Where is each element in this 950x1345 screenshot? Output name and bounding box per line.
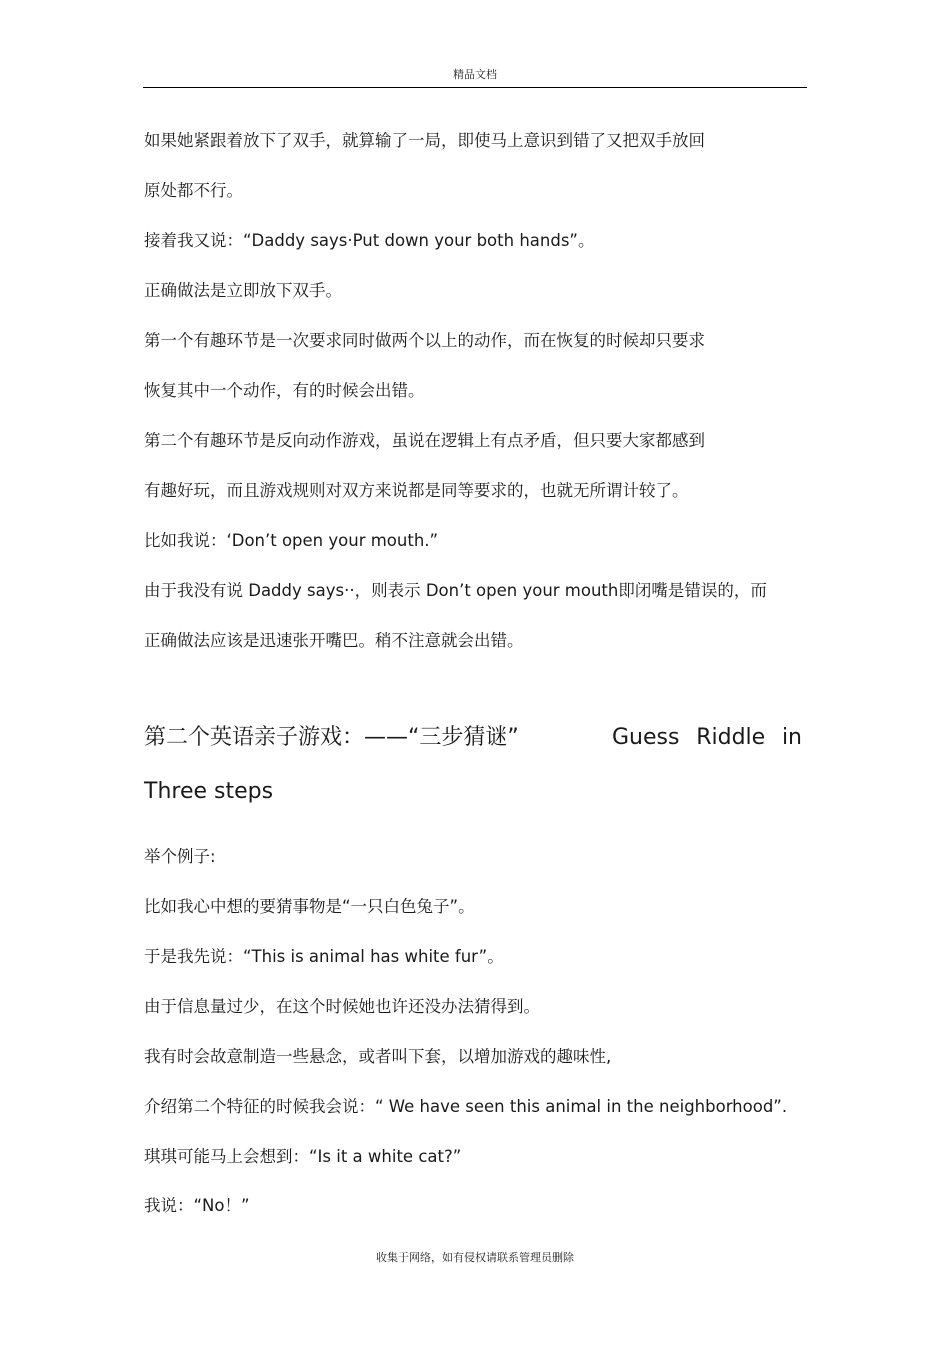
paragraph-line: 恢复其中一个动作，有的时候会出错。 (144, 381, 425, 400)
heading-word: Guess (612, 725, 680, 750)
paragraph-line: 第一个有趣环节是一次要求同时做两个以上的动作，而在恢复的时候却只要求 (144, 331, 705, 350)
paragraph-line: 我有时会故意制造一些悬念，或者叫下套，以增加游戏的趣味性, (144, 1047, 612, 1066)
section-heading-english (612, 723, 802, 753)
paragraph-line: 正确做法应该是迅速张开嘴巴。稍不注意就会出错。 (144, 631, 524, 650)
paragraph-line: 原处都不行。 (144, 181, 243, 200)
paragraph-line: 由于信息量过少，在这个时候她也许还没办法猜得到。 (144, 997, 540, 1016)
heading-word: Riddle (696, 725, 766, 750)
paragraph-line: 比如我心中想的要猜事物是“一只白色兔子”。 (144, 897, 475, 916)
paragraph-line: 如果她紧跟着放下了双手，就算输了一局，即使马上意识到错了又把双手放回 (144, 131, 705, 150)
paragraph-line: 接着我又说：“Daddy says·Put down your both hands”。 (144, 231, 595, 250)
paragraph-line: 介绍第二个特征的时候我会说：“ We have seen this animal in the neighborhood”. (144, 1097, 788, 1116)
paragraph-line: 第二个有趣环节是反向动作游戏，虽说在逻辑上有点矛盾，但只要大家都感到 (144, 431, 705, 450)
paragraph-line: 有趣好玩，而且游戏规则对双方来说都是同等要求的，也就无所谓计较了。 (144, 481, 689, 500)
paragraph-line: 我说：“No！” (144, 1196, 250, 1215)
section-heading: 第二个英语亲子游戏：——“三步猜谜” (144, 725, 519, 750)
page-header: 精品文档 (143, 66, 807, 88)
heading-word: in (781, 725, 802, 750)
paragraph-line: 由于我没有说 Daddy says··，则表示 Don’t open your mouth即闭嘴是错误的，而 (144, 581, 767, 600)
paragraph-line: 比如我说：‘Don’t open your mouth.” (144, 531, 439, 550)
paragraph-line: 举个例子: (144, 847, 216, 866)
paragraph-line: 琪琪可能马上会想到：“Is it a white cat?” (144, 1147, 462, 1166)
paragraph-line: 于是我先说：“This is animal has white fur”。 (144, 947, 504, 966)
paragraph-line: 正确做法是立即放下双手。 (144, 281, 342, 300)
section-heading-line2: Three steps (144, 779, 274, 804)
page-footer: 收集于网络，如有侵权请联系管理员删除 (376, 1251, 574, 1264)
